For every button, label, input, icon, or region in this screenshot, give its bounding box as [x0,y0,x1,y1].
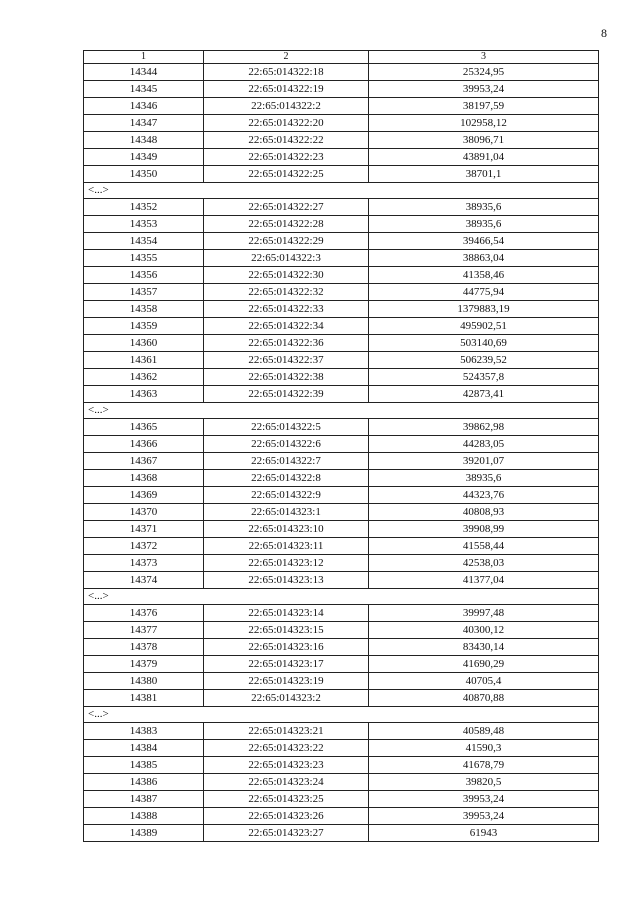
table-row [84,538,599,555]
row-number-cell: 14359 [84,318,204,335]
table-row [84,825,599,842]
table-row [84,808,599,825]
value-cell: 43891,04 [369,149,599,166]
table-row [84,605,599,622]
row-number-cell: 14345 [84,81,204,98]
page-number: 8 [601,26,607,40]
cadastral-number-cell: 22:65:014323:14 [204,605,369,622]
cadastral-number-cell: 22:65:014322:22 [204,132,369,149]
table-row [84,369,599,386]
table-row [84,555,599,572]
table-row [84,791,599,808]
value-cell: 495902,51 [369,318,599,335]
value-cell: 42873,41 [369,386,599,403]
row-number-cell: 14384 [84,740,204,757]
row-number-cell: 14369 [84,487,204,504]
value-cell: 40589,48 [369,723,599,740]
value-cell: 39201,07 [369,453,599,470]
value-cell: 41377,04 [369,572,599,589]
cadastral-number-cell: 22:65:014322:27 [204,199,369,216]
table-row [84,352,599,369]
row-number-cell: 14347 [84,115,204,132]
column-header-2: 2 [204,51,369,64]
table-row [84,673,599,690]
value-cell: 39862,98 [369,419,599,436]
value-cell: 524357,8 [369,369,599,386]
row-number-cell: 14388 [84,808,204,825]
row-number-cell: 14366 [84,436,204,453]
column-header-1: 1 [84,51,204,64]
cadastral-number-cell: 22:65:014322:8 [204,470,369,487]
row-number-cell: 14360 [84,335,204,352]
row-number-cell: 14346 [84,98,204,115]
table-body [84,64,599,842]
cadastral-number-cell: 22:65:014322:30 [204,267,369,284]
cadastral-number-cell: 22:65:014323:11 [204,538,369,555]
row-number-cell: 14372 [84,538,204,555]
row-number-cell: 14386 [84,774,204,791]
table-row [84,216,599,233]
table-row [84,284,599,301]
value-cell: 39953,24 [369,791,599,808]
omitted-rows-marker [84,589,599,605]
value-cell: 102958,12 [369,115,599,132]
row-number-cell: 14368 [84,470,204,487]
table-row [84,690,599,707]
row-number-cell: 14373 [84,555,204,572]
value-cell: 39908,99 [369,521,599,538]
table-row [84,115,599,132]
table-row [84,199,599,216]
value-cell: 41678,79 [369,757,599,774]
ellipsis-cell: <...> [84,183,599,199]
value-cell: 38863,04 [369,250,599,267]
table-row [84,419,599,436]
column-header-3: 3 [369,51,599,64]
table-row [84,149,599,166]
cadastral-number-cell: 22:65:014322:3 [204,250,369,267]
row-number-cell: 14361 [84,352,204,369]
cadastral-number-cell: 22:65:014322:39 [204,386,369,403]
cadastral-number-cell: 22:65:014323:1 [204,504,369,521]
value-cell: 38935,6 [369,216,599,233]
table-row [84,436,599,453]
table-row [84,233,599,250]
value-cell: 38935,6 [369,199,599,216]
cadastral-number-cell: 22:65:014323:21 [204,723,369,740]
row-number-cell: 14356 [84,267,204,284]
value-cell: 42538,03 [369,555,599,572]
value-cell: 25324,95 [369,64,599,81]
value-cell: 41590,3 [369,740,599,757]
value-cell: 83430,14 [369,639,599,656]
table-row [84,453,599,470]
row-number-cell: 14355 [84,250,204,267]
value-cell: 38701,1 [369,166,599,183]
value-cell: 40808,93 [369,504,599,521]
table-row [84,386,599,403]
value-cell: 44283,05 [369,436,599,453]
value-cell: 506239,52 [369,352,599,369]
table-row [84,723,599,740]
cadastral-number-cell: 22:65:014323:16 [204,639,369,656]
row-number-cell: 14354 [84,233,204,250]
omitted-rows-marker [84,183,599,199]
row-number-cell: 14350 [84,166,204,183]
value-cell: 38096,71 [369,132,599,149]
row-number-cell: 14367 [84,453,204,470]
cadastral-number-cell: 22:65:014323:22 [204,740,369,757]
row-number-cell: 14348 [84,132,204,149]
table-row [84,318,599,335]
cadastral-table [83,50,599,842]
value-cell: 503140,69 [369,335,599,352]
row-number-cell: 14389 [84,825,204,842]
value-cell: 41558,44 [369,538,599,555]
cadastral-number-cell: 22:65:014322:33 [204,301,369,318]
row-number-cell: 14387 [84,791,204,808]
value-cell: 41358,46 [369,267,599,284]
value-cell: 61943 [369,825,599,842]
row-number-cell: 14380 [84,673,204,690]
row-number-cell: 14349 [84,149,204,166]
table-row [84,740,599,757]
row-number-cell: 14363 [84,386,204,403]
cadastral-number-cell: 22:65:014323:2 [204,690,369,707]
cadastral-number-cell: 22:65:014323:23 [204,757,369,774]
value-cell: 40705,4 [369,673,599,690]
value-cell: 39820,5 [369,774,599,791]
row-number-cell: 14358 [84,301,204,318]
cadastral-number-cell: 22:65:014323:27 [204,825,369,842]
cadastral-number-cell: 22:65:014322:20 [204,115,369,132]
value-cell: 39953,24 [369,81,599,98]
row-number-cell: 14357 [84,284,204,301]
value-cell: 1379883,19 [369,301,599,318]
table-row [84,470,599,487]
row-number-cell: 14352 [84,199,204,216]
ellipsis-cell: <...> [84,589,599,605]
cadastral-number-cell: 22:65:014322:18 [204,64,369,81]
row-number-cell: 14381 [84,690,204,707]
row-number-cell: 14374 [84,572,204,589]
value-cell: 41690,29 [369,656,599,673]
table-row [84,301,599,318]
row-number-cell: 14378 [84,639,204,656]
cadastral-number-cell: 22:65:014323:15 [204,622,369,639]
table-row [84,572,599,589]
row-number-cell: 14362 [84,369,204,386]
cadastral-number-cell: 22:65:014322:19 [204,81,369,98]
row-number-cell: 14353 [84,216,204,233]
omitted-rows-marker [84,707,599,723]
table-row [84,504,599,521]
cadastral-number-cell: 22:65:014323:12 [204,555,369,572]
table-row [84,521,599,538]
cadastral-number-cell: 22:65:014322:36 [204,335,369,352]
cadastral-number-cell: 22:65:014322:6 [204,436,369,453]
cadastral-number-cell: 22:65:014323:24 [204,774,369,791]
table-row [84,132,599,149]
cadastral-number-cell: 22:65:014323:13 [204,572,369,589]
cadastral-number-cell: 22:65:014323:25 [204,791,369,808]
cadastral-number-cell: 22:65:014322:28 [204,216,369,233]
table-row [84,267,599,284]
table-row [84,166,599,183]
table-row [84,622,599,639]
omitted-rows-marker [84,403,599,419]
value-cell: 40870,88 [369,690,599,707]
row-number-cell: 14365 [84,419,204,436]
row-number-cell: 14377 [84,622,204,639]
value-cell: 39997,48 [369,605,599,622]
value-cell: 44323,76 [369,487,599,504]
value-cell: 44775,94 [369,284,599,301]
cadastral-number-cell: 22:65:014322:34 [204,318,369,335]
ellipsis-cell: <...> [84,707,599,723]
cadastral-number-cell: 22:65:014323:26 [204,808,369,825]
row-number-cell: 14376 [84,605,204,622]
table-row [84,81,599,98]
table-row [84,774,599,791]
row-number-cell: 14371 [84,521,204,538]
ellipsis-cell: <...> [84,403,599,419]
cadastral-number-cell: 22:65:014323:10 [204,521,369,538]
table-row [84,250,599,267]
value-cell: 39466,54 [369,233,599,250]
cadastral-number-cell: 22:65:014322:29 [204,233,369,250]
cadastral-number-cell: 22:65:014322:32 [204,284,369,301]
cadastral-number-cell: 22:65:014322:25 [204,166,369,183]
header-row [84,51,599,64]
table-row [84,487,599,504]
value-cell: 38935,6 [369,470,599,487]
cadastral-number-cell: 22:65:014322:9 [204,487,369,504]
cadastral-number-cell: 22:65:014322:23 [204,149,369,166]
row-number-cell: 14383 [84,723,204,740]
row-number-cell: 14344 [84,64,204,81]
table-row [84,639,599,656]
cadastral-number-cell: 22:65:014322:2 [204,98,369,115]
cadastral-number-cell: 22:65:014323:17 [204,656,369,673]
cadastral-number-cell: 22:65:014322:5 [204,419,369,436]
table-row [84,656,599,673]
row-number-cell: 14385 [84,757,204,774]
value-cell: 39953,24 [369,808,599,825]
table-row [84,64,599,81]
cadastral-number-cell: 22:65:014322:38 [204,369,369,386]
value-cell: 40300,12 [369,622,599,639]
table-row [84,98,599,115]
table-row [84,335,599,352]
cadastral-number-cell: 22:65:014322:7 [204,453,369,470]
row-number-cell: 14379 [84,656,204,673]
value-cell: 38197,59 [369,98,599,115]
cadastral-number-cell: 22:65:014322:37 [204,352,369,369]
row-number-cell: 14370 [84,504,204,521]
cadastral-number-cell: 22:65:014323:19 [204,673,369,690]
table-row [84,757,599,774]
